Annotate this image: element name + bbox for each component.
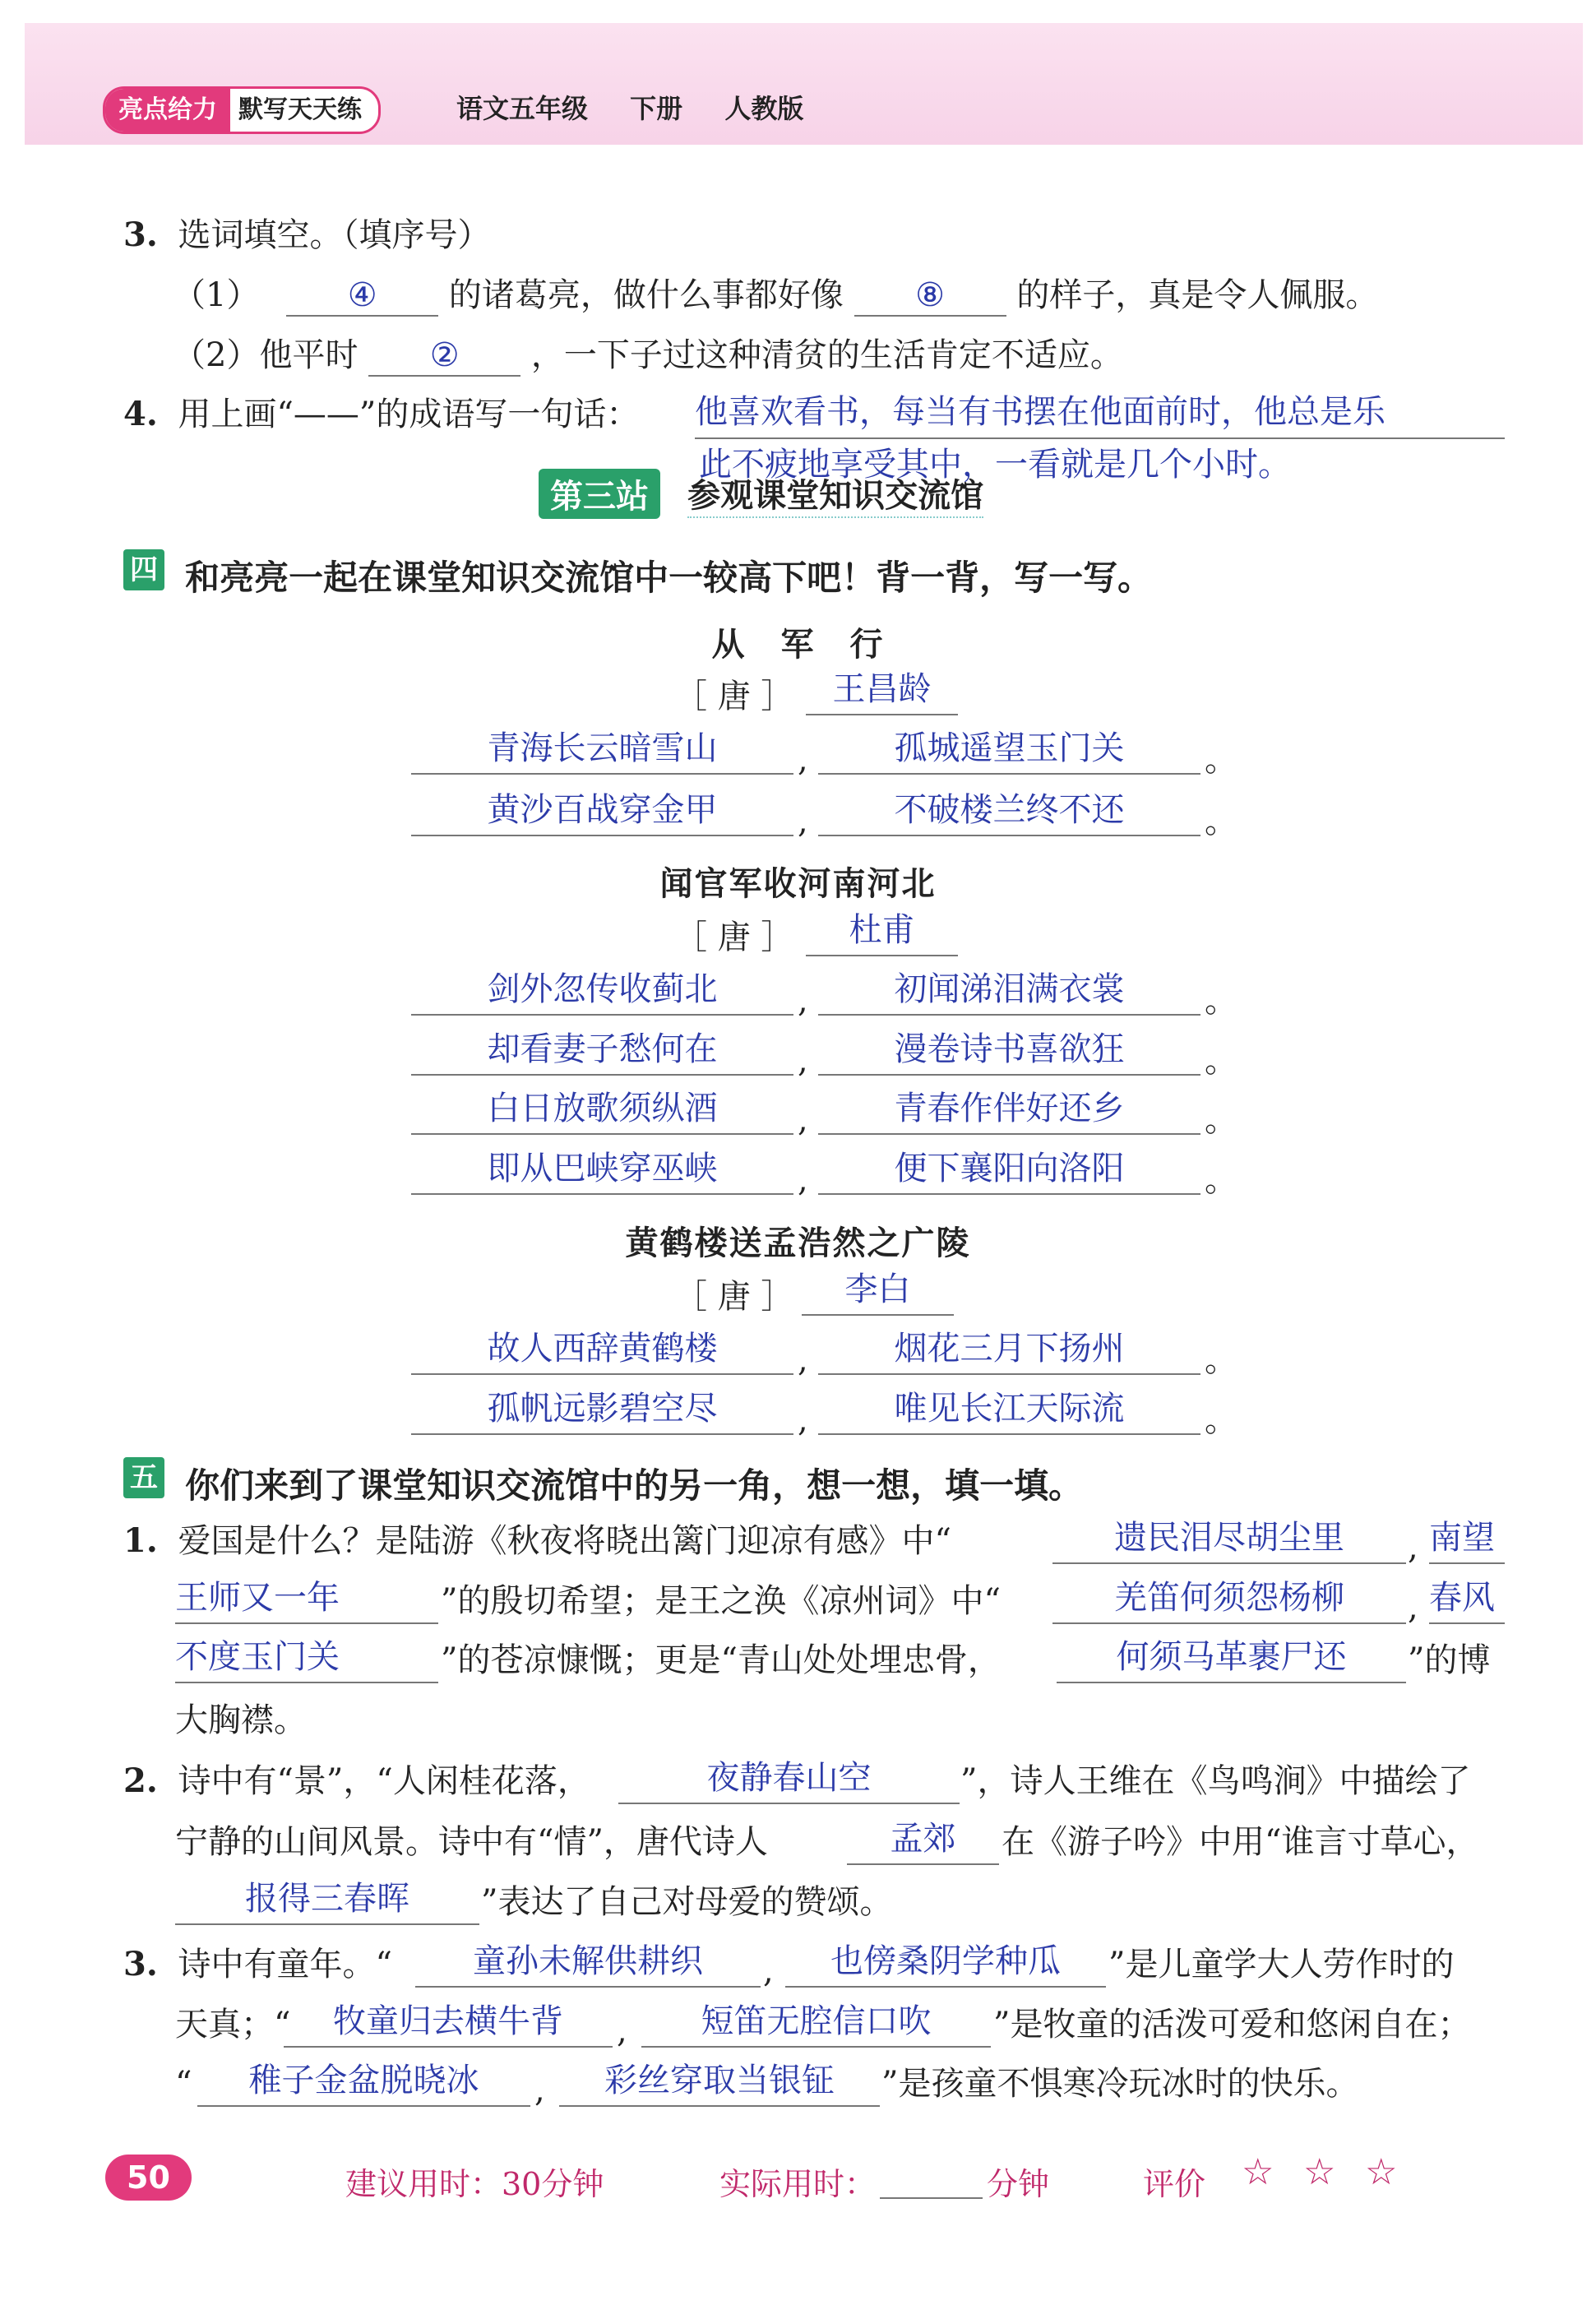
- actual-time-unit: 分钟: [987, 2166, 1050, 2202]
- q3-s2-prefix: （2）他平时: [173, 336, 359, 374]
- comma: ,: [617, 2012, 627, 2050]
- s5q1-number: 1.: [123, 1521, 158, 1560]
- poem2-author[interactable]: 杜甫: [806, 905, 958, 956]
- q3-heading: [123, 215, 490, 255]
- poem3-author[interactable]: 李白: [802, 1265, 954, 1316]
- poem1-title: 从 军 行: [711, 626, 885, 664]
- comma: ,: [798, 1161, 808, 1199]
- q4-prompt: [123, 395, 639, 434]
- comma: ,: [1408, 1529, 1418, 1567]
- poem2-line2-b[interactable]: 漫卷诗书喜欲狂: [818, 1025, 1200, 1076]
- q3-s2-blank[interactable]: ②: [368, 336, 520, 377]
- s5q3-blank-1[interactable]: 童孙未解供耕织: [415, 1937, 761, 1988]
- poem2-dynasty-text: 唐: [717, 919, 751, 956]
- sec4-heading: [123, 549, 1152, 600]
- s5q2-t1: 诗中有“景”，“人闲桂花落，: [178, 1762, 590, 1800]
- period: 。: [1205, 1161, 1237, 1199]
- period: 。: [1205, 982, 1237, 1020]
- poem3-title: 黄鹤楼送孟浩然之广陵: [625, 1224, 971, 1262]
- s5q1-blank-3[interactable]: 王师又一年: [175, 1573, 438, 1624]
- actual-time-input[interactable]: [880, 2163, 983, 2199]
- period: 。: [1205, 1341, 1237, 1379]
- s5q2-t3: 宁静的山间风景。诗中有“情”，唐代诗人: [175, 1823, 768, 1861]
- q3-sentence-2: [173, 336, 1123, 377]
- comma: ,: [798, 741, 808, 779]
- poem2-line1-a[interactable]: 剑外忽传收蓟北: [411, 965, 793, 1016]
- rating-star-icon[interactable]: ☆: [1365, 2151, 1398, 2193]
- s5q3-blank-5[interactable]: 稚子金盆脱晓冰: [197, 2056, 530, 2107]
- poem1-dynasty-text: 唐: [717, 678, 751, 715]
- rating-label: 评价: [1143, 2166, 1206, 2202]
- s5q3-line1: [123, 1945, 392, 1984]
- q3-s1-blank-a[interactable]: ④: [286, 275, 438, 317]
- header-volume: 下册: [630, 93, 683, 124]
- q4-answer-line-2[interactable]: 此不疲地享受其中，一看就是几个小时。: [699, 446, 1291, 484]
- poem3-line1-b[interactable]: 烟花三月下扬州: [818, 1324, 1200, 1375]
- sec4-title: 和亮亮一起在课堂知识交流馆中一较高下吧！背一背，写一写。: [185, 557, 1153, 598]
- page-number: 50: [105, 2155, 192, 2201]
- s5q3-t6: ”是孩童不惧寒冷玩冰时的快乐。: [881, 2065, 1359, 2103]
- s5q3-t3: 天真；“: [175, 2006, 291, 2043]
- comma: ,: [534, 2071, 545, 2109]
- brand-logo: [103, 86, 381, 134]
- poem1-line2-b[interactable]: 不破楼兰终不还: [818, 785, 1200, 836]
- q3-s1-mid: 的诸葛亮，做什么事都好像: [448, 276, 844, 314]
- station-badge: 第三站: [539, 469, 660, 519]
- poem2-line3-a[interactable]: 白日放歌须纵酒: [411, 1084, 793, 1135]
- s5q3-t2: ”是儿童学大人劳作时的: [1108, 1946, 1455, 1983]
- poem1-line1-b[interactable]: 孤城遥望玉门关: [818, 724, 1200, 775]
- s5q2-blank-1[interactable]: 夜静春山空: [618, 1753, 960, 1804]
- s5q3-t4: ”是牧童的活泼可爱和悠闲自在；: [993, 2006, 1471, 2043]
- s5q1-t4: ”的博: [1408, 1641, 1491, 1679]
- comma: ,: [1408, 1589, 1418, 1627]
- rating-star-icon[interactable]: ☆: [1303, 2151, 1336, 2193]
- actual-time-label: 实际用时：: [719, 2166, 877, 2202]
- s5q1-t3: ”的苍凉慷慨；更是“青山处处埋忠骨，: [441, 1641, 1001, 1679]
- period: 。: [1205, 1101, 1237, 1139]
- s5q1-blank-6[interactable]: 不度玉门关: [175, 1632, 438, 1683]
- s5q1-t1: 爱国是什么？是陆游《秋夜将晓出篱门迎凉有感》中“: [178, 1522, 951, 1560]
- q3-s2-end: ，一下子过这种清贫的生活肯定不适应。: [530, 336, 1123, 374]
- s5q2-t2: ”，诗人王维在《鸟鸣涧》中描绘了: [960, 1762, 1471, 1800]
- poem2-line4-a[interactable]: 即从巴峡穿巫峡: [411, 1144, 793, 1195]
- s5q3-number: 3.: [123, 1945, 158, 1983]
- period: 。: [1205, 803, 1237, 840]
- q3-number: 3.: [123, 215, 158, 254]
- s5q1-blank-7[interactable]: 何须马革裹尸还: [1057, 1632, 1406, 1683]
- q4-answer-line-1[interactable]: 他喜欢看书，每当有书摆在他面前时，他总是乐: [695, 386, 1505, 439]
- period: 。: [1205, 741, 1237, 779]
- q3-s1-blank-b[interactable]: ⑧: [854, 275, 1006, 317]
- sec5-badge: 五: [123, 1457, 164, 1498]
- comma: ,: [798, 803, 808, 840]
- comma: ,: [798, 982, 808, 1020]
- comma: ,: [798, 1101, 808, 1139]
- comma: ,: [798, 1042, 808, 1080]
- brand-right: 默写天天练: [238, 95, 362, 124]
- poem2-line2-a[interactable]: 却看妻子愁何在: [411, 1025, 793, 1076]
- poem3-line1-a[interactable]: 故人西辞黄鹤楼: [411, 1324, 793, 1375]
- s5q2-t4: 在《游子吟》中用“谁言寸草心，: [1002, 1823, 1479, 1861]
- q3-title: 选词填空。（填序号）: [178, 216, 491, 254]
- s5q3-blank-2[interactable]: 也傍桑阴学种瓜: [785, 1937, 1106, 1988]
- station-title: 参观课堂知识交流馆: [687, 470, 983, 518]
- rating-star-icon[interactable]: ☆: [1242, 2151, 1274, 2193]
- q4-number: 4.: [123, 395, 158, 433]
- poem2-dynasty: ［ 唐 ］: [674, 919, 794, 956]
- s5q3-t1: 诗中有童年。“: [178, 1946, 392, 1983]
- s5q1-t2: ”的殷切希望；是王之涣《凉州词》中“: [441, 1582, 1001, 1620]
- header-edition: 人教版: [724, 93, 804, 124]
- s5q2-number: 2.: [123, 1761, 158, 1800]
- poem3-line2-b[interactable]: 唯见长江天际流: [818, 1384, 1200, 1435]
- comma: ,: [763, 1952, 774, 1990]
- s5q1-blank-2[interactable]: 南望: [1429, 1513, 1505, 1564]
- station-banner: [539, 469, 983, 519]
- q3-sentence-1: [173, 275, 1378, 317]
- comma: ,: [798, 1401, 808, 1439]
- sec5-title: 你们来到了课堂知识交流馆中的另一角，想一想，填一填。: [185, 1465, 1084, 1506]
- s5q2-blank-3[interactable]: 报得三春晖: [175, 1874, 479, 1925]
- poem2-line4-b[interactable]: 便下襄阳向洛阳: [818, 1144, 1200, 1195]
- s5q3-blank-3[interactable]: 牧童归去横牛背: [284, 1997, 613, 2048]
- q3-s1-prefix: （1）: [173, 276, 260, 314]
- sec5-heading: [123, 1457, 1083, 1508]
- sec4-badge: 四: [123, 549, 164, 590]
- poem3-line2-a[interactable]: 孤帆远影碧空尽: [411, 1384, 793, 1435]
- period: 。: [1205, 1401, 1237, 1439]
- q3-s1-end: 的样子，真是令人佩服。: [1016, 276, 1379, 314]
- header-subject: 语文五年级: [456, 93, 589, 124]
- s5q2-line1: [123, 1761, 590, 1801]
- brand-left: 亮点给力: [105, 89, 230, 132]
- q4-prompt-text: 用上画“——”的成语写一句话：: [178, 396, 640, 433]
- s5q1-blank-1[interactable]: 遗民泪尽胡尘里: [1052, 1513, 1406, 1564]
- s5q1-blank-4[interactable]: 羌笛何须怨杨柳: [1052, 1573, 1406, 1624]
- s5q2-t5: ”表达了自己对母爱的赞颂。: [481, 1883, 893, 1921]
- poem2-line3-b[interactable]: 青春作伴好还乡: [818, 1084, 1200, 1135]
- s5q3-blank-6[interactable]: 彩丝穿取当银钲: [559, 2056, 880, 2107]
- s5q3-blank-4[interactable]: 短笛无腔信口吹: [641, 1997, 991, 2048]
- poem1-dynasty: ［ 唐 ］: [674, 678, 794, 715]
- poem2-title: 闻官军收河南河北: [659, 865, 937, 903]
- s5q1-line1: [123, 1521, 951, 1561]
- poem1-line2-a[interactable]: 黄沙百战穿金甲: [411, 785, 793, 836]
- poem1-line1-a[interactable]: 青海长云暗雪山: [411, 724, 793, 775]
- suggested-time: 建议用时：30分钟: [345, 2166, 604, 2202]
- s5q3-t5: “: [175, 2065, 192, 2103]
- s5q1-blank-5[interactable]: 春风: [1429, 1573, 1505, 1624]
- comma: ,: [798, 1341, 808, 1379]
- header-info: [456, 87, 803, 130]
- s5q2-blank-2[interactable]: 孟郊: [847, 1814, 999, 1865]
- poem2-line1-b[interactable]: 初闻涕泪满衣裳: [818, 965, 1200, 1016]
- poem1-author[interactable]: 王昌龄: [806, 664, 958, 715]
- period: 。: [1205, 1042, 1237, 1080]
- poem3-dynasty-text: 唐: [717, 1278, 751, 1316]
- s5q1-t5: 大胸襟。: [175, 1701, 307, 1739]
- poem3-dynasty: ［ 唐 ］: [674, 1278, 794, 1316]
